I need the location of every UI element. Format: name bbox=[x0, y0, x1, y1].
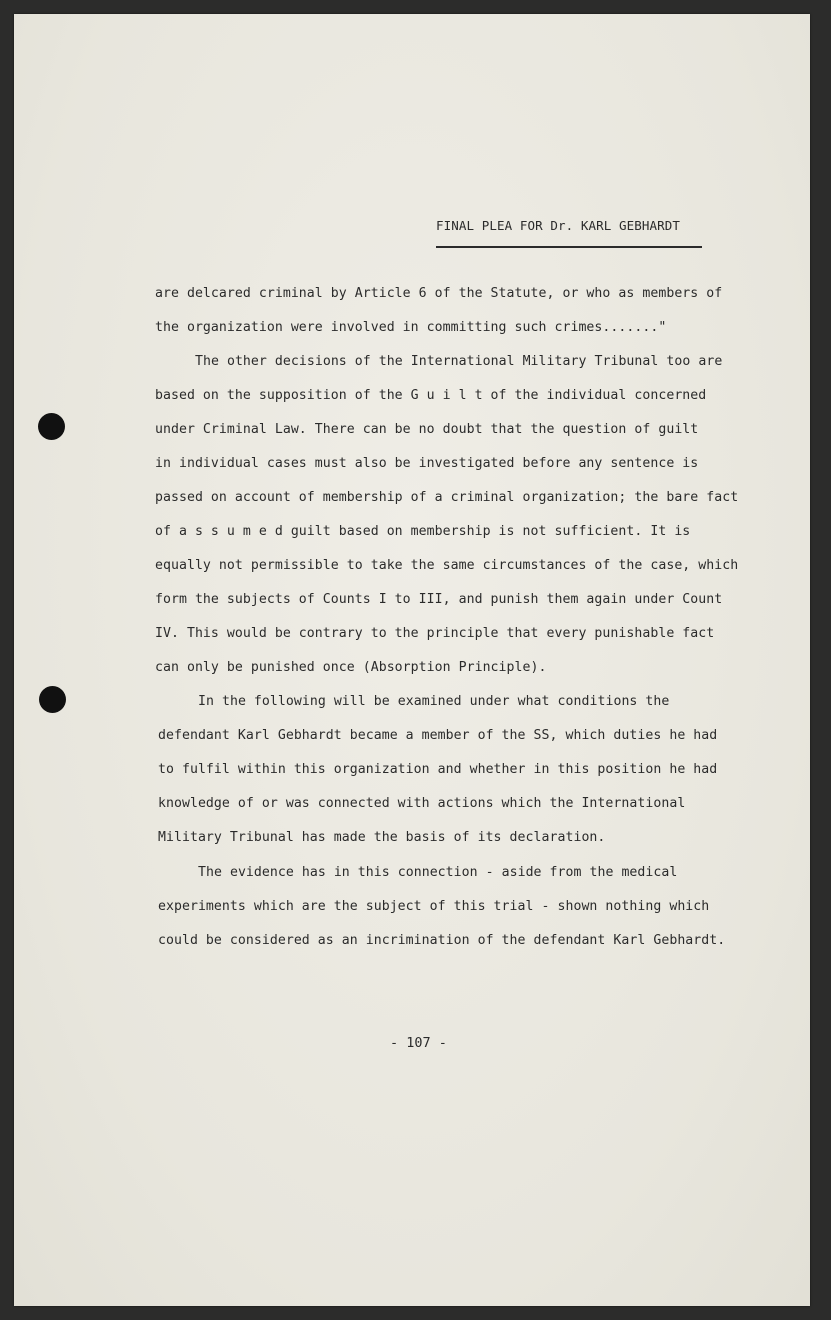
text-line: Military Tribunal has made the basis of its declaration. bbox=[158, 830, 606, 845]
text-line: form the subjects of Counts I to III, and punish them again under Count bbox=[155, 592, 723, 607]
text-line: The evidence has in this connection - aside from the medical bbox=[198, 865, 678, 880]
page-header-title: FINAL PLEA FOR Dr. KARL GEBHARDT bbox=[436, 218, 681, 233]
page-number: - 107 - bbox=[390, 1035, 447, 1051]
text-line: knowledge of or was connected with actions which the International bbox=[158, 796, 686, 811]
text-line: can only be punished once (Absorption Principle). bbox=[155, 660, 547, 675]
text-line: based on the supposition of the G u i l t of the individual concerned bbox=[155, 388, 707, 403]
text-line: under Criminal Law. There can be no doubt that the question of guilt bbox=[155, 422, 699, 437]
text-line: passed on account of membership of a criminal organization; the bare fact bbox=[155, 490, 739, 505]
text-line: in individual cases must also be investigated before any sentence is bbox=[155, 456, 699, 471]
text-line: IV. This would be contrary to the principle that every punishable fact bbox=[155, 626, 715, 641]
text-line: experiments which are the subject of this trial - shown nothing which bbox=[158, 899, 710, 914]
text-line: of a s s u m e d guilt based on membership is not sufficient. It is bbox=[155, 524, 691, 539]
punch-hole-icon bbox=[39, 686, 66, 713]
punch-hole-icon bbox=[38, 413, 65, 440]
text-line: In the following will be examined under what conditions the bbox=[198, 694, 670, 709]
paper-sheet bbox=[14, 14, 810, 1306]
text-line: could be considered as an incrimination of the defendant Karl Gebhardt. bbox=[158, 933, 726, 948]
text-line: the organization were involved in committing such crimes......." bbox=[155, 320, 667, 335]
header-underline bbox=[436, 246, 702, 248]
text-line: equally not permissible to take the same circumstances of the case, which bbox=[155, 558, 739, 573]
text-line: to fulfil within this organization and whether in this position he had bbox=[158, 762, 718, 777]
text-line: are delcared criminal by Article 6 of the Statute, or who as members of bbox=[155, 286, 723, 301]
text-line: The other decisions of the International Military Tribunal too are bbox=[195, 354, 723, 369]
text-line: defendant Karl Gebhardt became a member of the SS, which duties he had bbox=[158, 728, 718, 743]
